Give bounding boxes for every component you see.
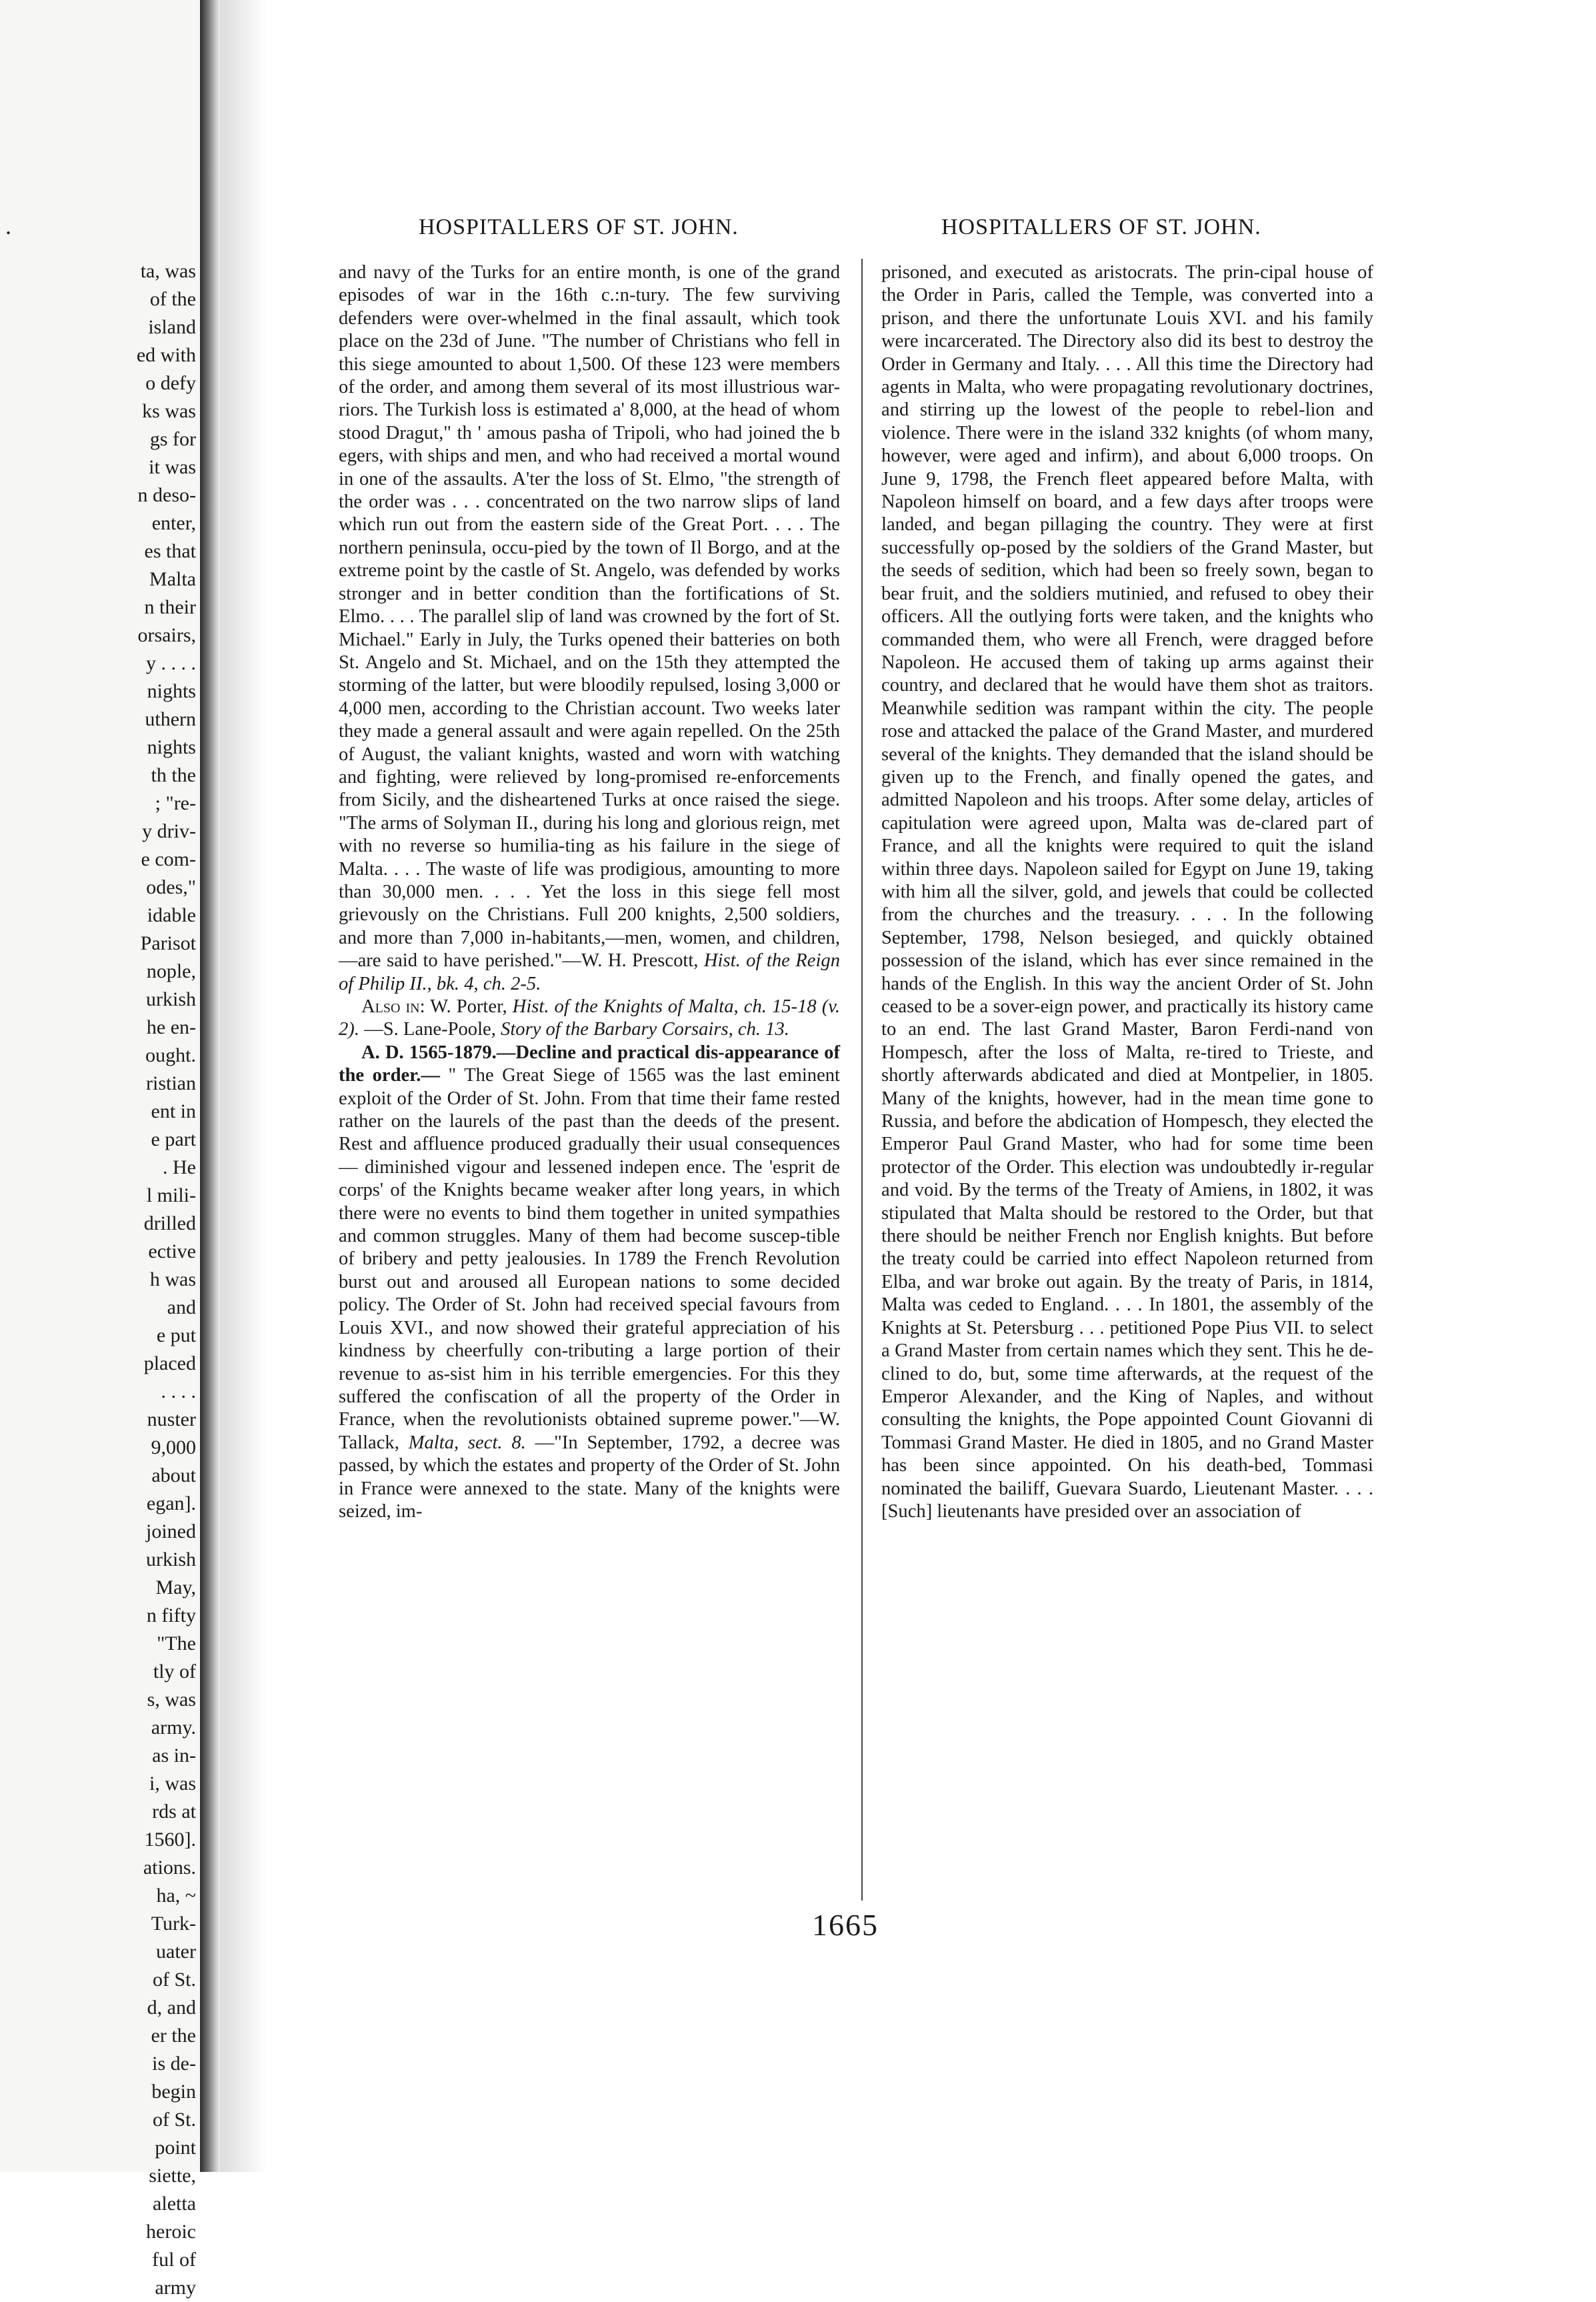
facing-page-fragment: d, and bbox=[147, 1997, 196, 2019]
entry-text-decline: " The Great Siege of 1565 was the last eminent exploit of the Order of St. John. From that time their fame rested rather on the laurels of the past than the deeds of the present. Rest and affluence produced gradually their usual consequences — diminished vigour and lessened indepen ence. The 'esprit de corps' of the Knights became weaker after long years, in which there were no events to bind them together in united sympathies and common struggles. Many of them had become suscep-tible of bribery and petty jealousies. In 1789 the French Revolution burst out and aroused all European nations to some decided policy. The Order of St. John had received special favours from Louis XVI., and now showed their grateful appreciation of his kindness by cheerfully con-tributing a large portion of their revenue to as-sist him in his terrible emergencies. For this they suffered the confiscation of all the property of the Order in France, when the revolutionists obtained supreme power."—W. Tallack, bbox=[339, 1065, 840, 1453]
book-gutter bbox=[200, 0, 220, 2172]
facing-page-fragment: i, was bbox=[149, 1773, 196, 1795]
facing-page-fragment: aletta bbox=[153, 2193, 196, 2215]
facing-page-fragment: uthern bbox=[145, 708, 196, 730]
facing-page-fragment: e put bbox=[156, 1324, 196, 1346]
facing-page-fragment: gs for bbox=[149, 428, 196, 450]
facing-page-fragment: Malta bbox=[149, 568, 196, 590]
paragraph-french-revolution-malta: prisoned, and executed as aristocrats. The prin-cipal house of the Order in Paris, called the Temple, was converted into a prison, and there the unfortunate Louis XVI. and his family were incarcerated. The Directory also did its best to destroy the Order in Germany and Italy. . . . All this time the Directory had agents in Malta, who were propagating revolutionary doctrines, and stirring up the lowest of the people to rebel-lion and violence. There were in the island 332 knights (of whom many, however, were aged and infirm), and about 6,000 troops. On June 9, 1798, the French fleet appeared before Malta, with Napoleon himself on board, and a few days after troops were landed, and began pillaging the country. They were at first successfully op-posed by the soldiers of the Grand Master, but the seeds of sedition, which had been so freely sown, began to bear fruit, and the soldiers mutinied, and refused to obey their officers. All the outlying forts were taken, and the knights who commanded them, who were all French, were dragged before Napoleon. He accused them of taking up arms against their country, and declared that he would have them shot as traitors. Meanwhile sedition was rampant within the city. The people rose and attacked the palace of the Grand Master, and murdered several of the knights. They demanded that the island should be given up to the French, and finally opened the gates, and admitted Napoleon and his troops. After some delay, articles of capitulation were agreed upon, Malta was de-clared part of France, and all the knights were required to quit the island within three days. Napoleon sailed for Egypt on June 19, taking with him all the silver, gold, and jewels that could be collected from the churches and the treasury. . . . In the following September, 1798, Nelson besieged, and quickly obtained possession of the island, which has ever since remained in the hands of the English. In this way the ancient Order of St. John ceased to be a sover-eign power, and practically its history came to an end. The last Grand Master, Baron Ferdi-nand von Hompesch, after the loss of Malta, re-tired to Trieste, and shortly afterwards abdicated and died at Montpelier, in 1805. Many of the knights, however, had in the mean time gone to Russia, and before the abdication of Hompesch, they elected the Emperor Paul Grand Master, who had for some time been protector of the Order. This election was undoubtedly ir-regular and void. By the terms of the Treaty of Amiens, in 1802, it was stipulated that Malta should be restored to the Order, but that there should be neither French nor English knights. But before the treaty could be carried into effect Napoleon returned from Elba, and war broke out again. By the treaty of Paris, in 1814, Malta was ceded to England. . . . In 1801, the assembly of the Knights at St. Petersburg . . . petitioned Pope Pius VII. to select a Grand Master from certain names which they sent. This he de-clined to do, but, some time afterwards, at the request of the Emperor Alexander, and the King of Naples, and without consulting the knights, the Pope appointed Count Giovanni di Tommasi Grand Master. He died in 1805, and no Grand Master has been since appointed. On his death-bed, Tommasi nominated the bailiff, Guevara Suardo, Lieutenant Master. . . . [Such] lieutenants have presided over an association of bbox=[881, 262, 1373, 1522]
facing-page-fragment: urkish bbox=[146, 988, 196, 1010]
facing-page-fragment: urkish bbox=[146, 1548, 196, 1570]
facing-page-fragment: it was bbox=[149, 456, 196, 478]
facing-page-fragment: drilled bbox=[143, 1212, 196, 1234]
paragraph-siege-of-malta: and navy of the Turks for an entire month, is one of the grand episodes of war in the 16th c.:n-tury. The few surviving defenders were over-whelmed in the final assault, which took place on the 23d of June. "The number of Christians who fell in this siege amounted to about 1,500. Of these 123 were members of the order, and among them several of its most illustrious war-riors. The Turkish loss is estimated a' 8,000, at the head of whom stood Dragut," th ' amous pasha of Tripoli, who had joined the b egers, with ships and men, and who had received a mortal wound in one of the assaults. A'ter the loss of St. Elmo, "the strength of the order was . . . concentrated on the two narrow slips of land which run out from the eastern side of the Great Port. . . . The northern peninsula, occu-pied by the town of Il Borgo, and at the extreme point by the castle of St. Angelo, was defended by works stronger and in better condition than the fortifications of St. Elmo. . . . The parallel slip of land was crowned by the fort of St. Michael." Early in July, the Turks opened their batteries on both St. Angelo and St. Michael, and on the 15th they attempted the storming of the latter, but were bloodily repulsed, losing 3,000 or 4,000 men, according to the Christian account. Two weeks later they made a general assault and were again repelled. On the 25th of August, the valiant knights, wasted and worn with watching and fighting, were relieved by long-promised re-enforcements from Sicily, and the disheartened Turks at once raised the siege. "The arms of Solyman II., during his long and glorious reign, met with no reverse so humilia-ting as his failure in the siege of Malta. . . . The waste of life was prodigious, amounting to more than 30,000 men. . . . Yet the loss in this siege fell most grievously on the Christians. Full 200 knights, 2,500 soldiers, and more than 7,000 in-habitants,—men, women, and children,—are said to have perished."—W. H. Prescott, bbox=[339, 262, 840, 972]
page-number: 1665 bbox=[812, 1908, 879, 1942]
facing-page-fragment: army. bbox=[151, 1716, 196, 1739]
facing-page-fragment: nights bbox=[147, 736, 196, 758]
facing-page-fragment: heroic bbox=[146, 2221, 196, 2243]
facing-page-fragment: of the bbox=[149, 288, 196, 310]
facing-page-fragment: uater bbox=[156, 1941, 196, 1963]
facing-page-fragment: odes," bbox=[146, 876, 196, 898]
facing-page-fragment: y driv- bbox=[142, 820, 196, 842]
facing-page-fragment: . He bbox=[163, 1156, 196, 1178]
also-in-author-a: W. Porter, bbox=[430, 996, 507, 1017]
also-in-label: Also in: bbox=[361, 996, 425, 1017]
facing-page-fragment: es that bbox=[144, 540, 196, 562]
facing-page-fragment: army bbox=[155, 2277, 196, 2299]
facing-page-fragment: nuster bbox=[147, 1408, 196, 1430]
facing-page-fragment: 1560]. bbox=[144, 1829, 196, 1851]
facing-page-fragment: ks was bbox=[142, 400, 196, 422]
facing-page-fragment: s, was bbox=[147, 1688, 196, 1710]
facing-page-fragment: enter, bbox=[151, 512, 196, 534]
text-column-right bbox=[881, 261, 1373, 1523]
facing-page-fragment: nights bbox=[147, 680, 196, 702]
facing-page-fragment: ent in bbox=[151, 1100, 196, 1122]
text-column-left bbox=[339, 261, 840, 1523]
also-in-cite-b: Story of the Barbary Corsairs, ch. 13. bbox=[501, 1019, 789, 1040]
facing-page-fragment: he en- bbox=[146, 1016, 196, 1038]
citation-prescott: Hist. of the Reign of Philip II., bk. 4, ch. 2-5. bbox=[339, 950, 840, 994]
facing-page-fragment: island bbox=[148, 316, 196, 338]
facing-page-fragment: as in- bbox=[152, 1745, 196, 1767]
facing-page-fragment: th the bbox=[151, 764, 196, 786]
facing-page-fragment: er the bbox=[151, 2025, 196, 2047]
facing-page-fragment: siette, bbox=[149, 2165, 196, 2187]
facing-page-fragment: "The bbox=[157, 1632, 196, 1654]
running-header-right: HOSPITALLERS OF ST. JOHN. bbox=[941, 215, 1261, 239]
facing-page-fragment: Parisot bbox=[140, 932, 196, 954]
facing-page-fragment: ed with bbox=[136, 344, 196, 366]
facing-page-fragment: . . . . bbox=[161, 1380, 196, 1402]
facing-page-fragment: ations. bbox=[143, 1857, 196, 1879]
facing-page-fragment: of St. bbox=[152, 2109, 196, 2131]
facing-page-fragment: e com- bbox=[141, 848, 196, 870]
also-in-author-b: —S. Lane-Poole, bbox=[364, 1019, 496, 1040]
gutter-shadow bbox=[220, 0, 267, 2172]
column-divider bbox=[861, 259, 863, 1901]
facing-page-fragment: point bbox=[155, 2137, 196, 2159]
facing-page-fragment: ristian bbox=[146, 1072, 196, 1094]
facing-page-fragment: ective bbox=[148, 1240, 196, 1262]
facing-page-fragment: orsairs, bbox=[137, 624, 196, 646]
facing-page-fragment: n their bbox=[144, 596, 196, 618]
facing-page-fragment: Turk- bbox=[151, 1913, 196, 1935]
facing-page-fragment: placed bbox=[143, 1352, 196, 1374]
citation-tallack: Malta, sect. 8. bbox=[408, 1432, 526, 1453]
facing-page-fragment: ful of bbox=[152, 2249, 196, 2271]
facing-page-strip bbox=[0, 0, 200, 2299]
facing-page-fragment: joined bbox=[146, 1520, 196, 1542]
running-header-left: HOSPITALLERS OF ST. JOHN. bbox=[419, 215, 739, 239]
also-in-paragraph bbox=[339, 996, 840, 1042]
facing-page-fragment: ha, ~ bbox=[156, 1885, 196, 1907]
facing-page-fragment: h was bbox=[149, 1268, 196, 1290]
facing-page-fragment: about bbox=[151, 1464, 196, 1486]
facing-page-fragment: n fifty bbox=[146, 1604, 196, 1626]
facing-page-fragment: ; "re- bbox=[155, 792, 196, 814]
facing-page-fragment: n deso- bbox=[137, 484, 196, 506]
facing-page-fragment: idable bbox=[147, 904, 196, 926]
facing-page-fragment: y . . . . bbox=[146, 652, 196, 674]
facing-page-fragment: ta, was bbox=[140, 260, 196, 282]
facing-page-fragment: ought. bbox=[145, 1044, 196, 1066]
facing-page-fragment: of St. bbox=[152, 1969, 196, 1991]
facing-page-fragment: and bbox=[167, 1296, 196, 1318]
facing-page-fragment: May, bbox=[155, 1576, 196, 1598]
facing-page-fragment: nople, bbox=[146, 960, 196, 982]
margin-dot: . bbox=[5, 213, 11, 239]
entry-text-1792-decree: —"In September, 1792, a decree was passed, by which the estates and property of the Order of St. John in France were annexed to the state. Many of the knights were seized, im- bbox=[339, 1432, 840, 1522]
facing-page-fragment: rds at bbox=[152, 1801, 196, 1823]
facing-page-fragment: egan]. bbox=[146, 1492, 196, 1514]
facing-page-fragment: is de- bbox=[152, 2053, 196, 2075]
entry-heading-1565-1879: A. D. 1565-1879.—Decline and practical dis-appearance of the order.— bbox=[339, 1042, 840, 1086]
facing-page-fragment: o defy bbox=[145, 372, 196, 394]
facing-page-fragment: tly of bbox=[153, 1660, 196, 1682]
also-in-cite-a: Hist. of the Knights of Malta, ch. 15-18 (v. 2). bbox=[339, 996, 840, 1040]
facing-page-text-fragments bbox=[3, 257, 196, 2302]
facing-page-fragment: begin bbox=[151, 2081, 196, 2103]
facing-page-fragment: l mili- bbox=[146, 1184, 196, 1206]
facing-page-fragment: e part bbox=[151, 1128, 196, 1150]
facing-page-fragment: 9,000 bbox=[151, 1436, 196, 1458]
